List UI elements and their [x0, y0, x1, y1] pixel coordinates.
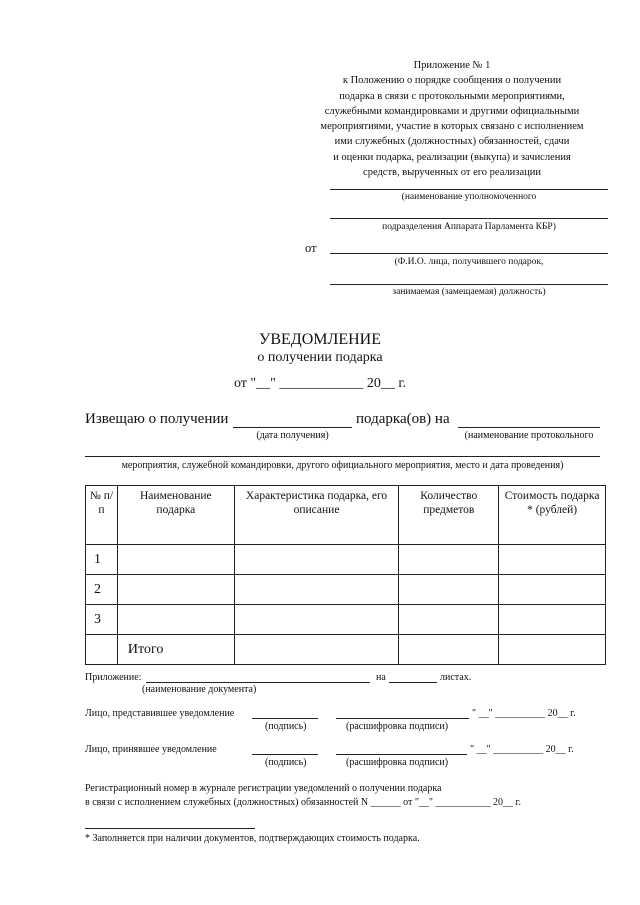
- row-number: 1: [86, 545, 118, 575]
- cell-quantity[interactable]: [399, 605, 499, 635]
- addressee-line-2: [330, 218, 608, 219]
- submitter-decode-field[interactable]: [336, 718, 469, 719]
- appendix-line: служебными командировками и другими официальными: [324, 105, 580, 117]
- cell-description[interactable]: [234, 575, 399, 605]
- document-date-line: от "__" ____________ 20__ г.: [233, 376, 407, 391]
- from-label: от: [305, 241, 317, 255]
- appendix-line: подарка в связи с протокольными мероприятиями,: [339, 90, 565, 102]
- addressee-caption-1: (наименование уполномоченного: [401, 192, 537, 202]
- header-name: Наименование подарка: [117, 486, 234, 545]
- submitter-label: Лицо, представившее уведомление: [85, 708, 235, 719]
- receiver-decode-caption: (расшифровка подписи): [346, 757, 449, 768]
- receiver-decode-field[interactable]: [336, 754, 467, 755]
- cell-cost[interactable]: [499, 575, 606, 605]
- table-header-row: [86, 486, 606, 545]
- addressee-line-1: [330, 189, 608, 190]
- table-row: [86, 605, 606, 635]
- appendix-header: [296, 58, 608, 180]
- cell-quantity[interactable]: [399, 575, 499, 605]
- notice-text-2: подарка(ов) на: [356, 411, 450, 427]
- receiver-signature-field[interactable]: [252, 754, 318, 755]
- cell-cost[interactable]: [499, 545, 606, 575]
- document-title: УВЕДОМЛЕНИЕ: [259, 331, 381, 348]
- total-description: [234, 635, 399, 665]
- total-cost[interactable]: [499, 635, 606, 665]
- attachment-name-field[interactable]: [146, 682, 370, 683]
- sender-line-1: [330, 253, 608, 254]
- footnote: * Заполняется при наличии документов, подтверждающих стоимость подарка.: [85, 833, 420, 844]
- attachment-sheets-field[interactable]: [389, 682, 437, 683]
- event-details-field[interactable]: [85, 456, 600, 457]
- header-cost: Стоимость подарка * (рублей): [499, 486, 606, 545]
- registration-line-1: Регистрационный номер в журнале регистрации уведомлений о получении подарка: [85, 783, 442, 794]
- sender-caption-2: занимаемая (замещаемая) должность): [392, 287, 546, 297]
- appendix-line: мероприятиями, участие в которых связано с исполнением: [320, 121, 584, 133]
- submitter-signature-field[interactable]: [252, 718, 318, 719]
- header-quantity: Количество предметов: [399, 486, 499, 545]
- cell-quantity[interactable]: [399, 545, 499, 575]
- registration-line-2: в связи с исполнением служебных (должностных) обязанностей N ______ от "__" ___________ 20__ г.: [85, 797, 521, 808]
- appendix-line: средств, вырученных от его реализации: [363, 167, 541, 179]
- event-name-field[interactable]: [458, 427, 600, 428]
- table-row: [86, 575, 606, 605]
- submitter-date[interactable]: " __" __________ 20__ г.: [472, 708, 576, 719]
- total-empty-cell: [86, 635, 118, 665]
- total-quantity[interactable]: [399, 635, 499, 665]
- receiver-signature-caption: (подпись): [265, 757, 307, 768]
- receiver-label: Лицо, принявшее уведомление: [85, 744, 217, 755]
- row-number: 2: [86, 575, 118, 605]
- cell-cost[interactable]: [499, 605, 606, 635]
- event-name-caption: (наименование протокольного: [464, 430, 594, 441]
- total-label: Итого: [117, 635, 234, 665]
- addressee-caption-2: подразделения Аппарата Парламента КБР): [382, 222, 556, 232]
- table-row: [86, 545, 606, 575]
- attachment-label: Приложение:: [85, 672, 142, 683]
- cell-description[interactable]: [234, 605, 399, 635]
- header-description: Характеристика подарка, его описание: [234, 486, 399, 545]
- cell-description[interactable]: [234, 545, 399, 575]
- row-number: 3: [86, 605, 118, 635]
- appendix-line: и оценки подарка, реализации (выкупа) и зачисления: [333, 151, 571, 163]
- footnote-divider: [85, 828, 255, 829]
- sender-line-2: [330, 284, 608, 285]
- cell-name[interactable]: [117, 605, 234, 635]
- submitter-signature-caption: (подпись): [265, 721, 307, 732]
- header-number: № п/п: [86, 486, 118, 545]
- gift-table: [85, 485, 606, 665]
- document-subtitle: о получении подарка: [257, 350, 383, 365]
- appendix-line: Приложение № 1: [413, 60, 491, 71]
- appendix-line: ими служебных (должностных) обязанностей, сдачи: [334, 136, 570, 148]
- cell-name[interactable]: [117, 545, 234, 575]
- notice-text-1: Извещаю о получении: [85, 411, 229, 427]
- event-details-caption: мероприятия, служебной командировки, другого официального мероприятия, место и дата проведения): [121, 460, 564, 471]
- receipt-date-field[interactable]: [233, 427, 352, 428]
- receipt-date-caption: (дата получения): [256, 430, 329, 441]
- attachment-caption: (наименование документа): [142, 684, 257, 695]
- attachment-on-label: на: [376, 672, 386, 683]
- appendix-line: к Положению о порядке сообщения о получении: [342, 75, 562, 87]
- cell-name[interactable]: [117, 575, 234, 605]
- table-total-row: [86, 635, 606, 665]
- attachment-sheets-label: листах.: [440, 672, 472, 683]
- receiver-date[interactable]: " __" __________ 20__ г.: [470, 744, 574, 755]
- sender-caption-1: (Ф.И.О. лица, получившего подарок,: [394, 257, 544, 267]
- submitter-decode-caption: (расшифровка подписи): [346, 721, 449, 732]
